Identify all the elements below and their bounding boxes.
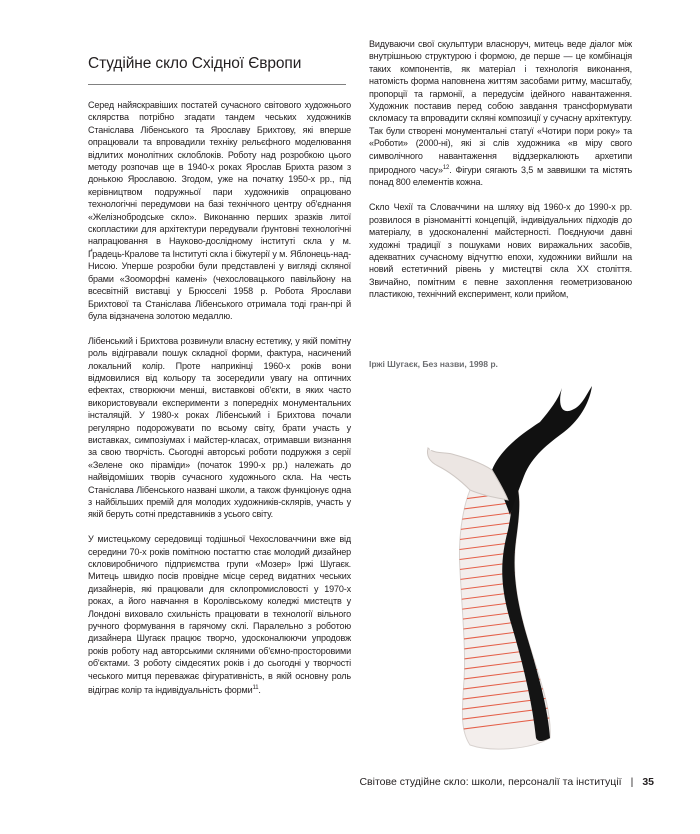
glass-sculpture-photo [400, 380, 600, 760]
footnote-ref-12: 12 [442, 165, 450, 172]
paragraph-aesthetics: Лібенський і Брихтова розвинули власну естетику, у якій помітну роль відігравали пошук складної форми, фактура, насичений локальний колір. Проте наприкінці 1960-х років вони відмовилися від кольору та зосередили увагу на оптичних ефектах, створюючи менші, виставкові об'єкти, в яких часто використовували експерименти з попередніх монументальних інсталяцій. У 1980-х роках Лібенський і Брихтова почали регулярно подорожувати по всьому світу, брати участь у виставках, симпозіумах і майстер-класах, отримавши визнання за свою творчість. Сьогодні авторські роботи подружжя з серії «Зелене око піраміди» (початок 1990-х рр.) належать до найвідоміших творів сучасного художнього скла. На честь Станіслава Лібенського названі школи, а також функціонує одна з найбільших премій для молодих художників-склярів, участь у якій беруть сотні представників з усього світу. [88, 335, 351, 520]
black-glass-head [492, 386, 592, 515]
paragraph-czech-slovak-glass: Скло Чехії та Словаччини на шляху від 1960-х до 1990-х рр. розвилося в різноманітті концепцій, індивідуальних підходів до матеріалу, в удосконаленні майстерності. Поєднуючи давні художні традиції з пошуками нових виражальних засобів, адекватних сучасному відчуттю епохи, художники вийшли на новий естетичний рівень у мистецтві скла XX століття. Звичайно, помітним є певне захоплення геометризованою пластикою, технічний експеримент, коли прийом, [369, 202, 632, 300]
paragraph-sculptures [369, 38, 632, 189]
page-footer [359, 776, 654, 788]
footnote-ref-11: 11 [252, 685, 259, 692]
page-title: Студійне скло Східної Європи [88, 55, 302, 72]
paragraph-text: Видуваючи свої скульптури власноруч, митець веде діалог між внутрішньою структурою і формою, де перше — це комбінація таких компонентів, як матеріал і технологія виконання, натомість форма наповнена життям засобами ритму, масштабу, пропорції та гармонії, а передусім ідейного навантаження. Художник поставив перед собою завдання трансформувати скломасу та впровадити скляні композиції у сучасну архітектуру. Так були створені монументальні статуї «Чотири пори року» та «Роботи» (2000-ні), які зі слів художника «в міру свого символічного навантаження віддзеркалюють архетипи природного часу» [369, 39, 632, 176]
figure-caption: Іржі Шугаєк, Без назви, 1998 р. [369, 359, 498, 369]
right-text-column [369, 38, 632, 313]
paragraph-end: . [258, 685, 261, 696]
paragraph-sugaek [88, 533, 351, 696]
left-text-column [88, 99, 351, 709]
running-title: Світове студійне скло: школи, персоналії та інституції [359, 776, 622, 788]
paragraph-end: . Фігури сягають 3,5 м заввишки та містять понад 800 елементів кожна. [369, 165, 633, 188]
paragraph-libensky-brychtova: Серед найяскравіших постатей сучасного світового художнього склярства потрібно згадати тандем чеських художників Станіслава Лібенського та Ярославу Брихтову, які вперше опрацювали та впровадили техніку рельєфного моделювання відлитих монолітних склоблоків. Роботу над розробкою цього методу розпочав ще в 1940-х роках Ярослав Брихта разом з донькою Ярославою. Згодом, уже на початку 1950-х рр., під керівництвом подружньої пари художників опрацювано технологічні передумови на базі технічного центру об'єднання «Желізнобродське скло». Виконанню перших зразків литої скопластики для архітектури передували ґрунтовні технологічні напрацювання в Науково-дослідному інституті скла у м. Ґрадець-Кралове та Інституті скла і біжутерії у м. Яблонець-над-Нисою. Упершe розробки були представлені у вигляді скляної брами «Зооморфні камені» (чехословацького павільйону на всесвітній виставці у Брюсселі 1958 р. Робота Ярослави Брихтової та Станіслава Лібенського отримала тоді гран-прі й була відзначена золотою медаллю. [88, 100, 351, 321]
page-number: 35 [642, 776, 654, 788]
footer-separator: | [630, 776, 634, 788]
title-divider [88, 84, 346, 85]
paragraph-text: У мистецькому середовищі тодішньої Чехословаччини вже від середини 70-х років помітною постаттю стає молодий дизайнер скловиробничого підприємства групи «Мозер» Іржі Шугаєк. Митець швидко посів провідне місце серед видатних чеських дизайнерів, які працювали для склопромисловості у 1970-х роках, а його навчання в Королівському коледжі мистецтв у Лондоні виховало схильність працювати в технології вільного ручного формування в гарячому склі. Паралельно з роботою дизайнера Шугаєк працює творчо, удосконалюючи упродовж років роботу над авторськими скляними об'ємно-просторовими об'єктами. З роботу сімдесятих років і до сьогодні у творчості чеського митця переважає фігуративність, в якій основну роль відіграє колір та індивідуальність форми [88, 534, 351, 696]
glass-highlight [430, 447, 448, 450]
